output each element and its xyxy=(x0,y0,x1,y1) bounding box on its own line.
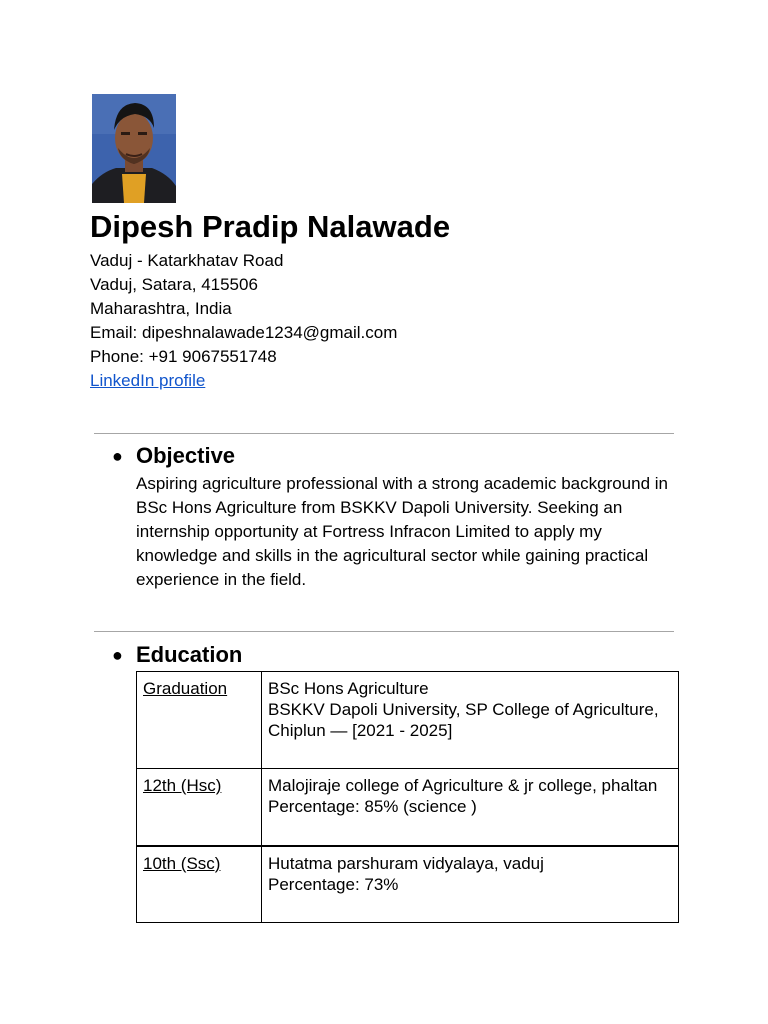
address-line-1: Vaduj - Katarkhatav Road xyxy=(90,251,284,270)
education-level-cell xyxy=(137,846,262,923)
objective-text: Aspiring agriculture professional with a strong academic background in BSc Hons Agriculture from BSKKV Dapoli University. Seeking an internship opportunity at Fortress Infracon Limited to apply my knowledge and skills in the agricultural sector while gaining practical experience in the field. xyxy=(136,474,669,589)
education-level: 10th (Ssc) xyxy=(143,854,221,873)
profile-photo xyxy=(92,94,176,203)
education-heading-label: Education xyxy=(136,642,243,667)
address-line-2: Vaduj, Satara, 415506 xyxy=(90,275,258,294)
education-detail-line: Percentage: 73% xyxy=(268,875,399,894)
linkedin-link[interactable]: LinkedIn profile xyxy=(90,371,206,390)
table-row xyxy=(137,846,679,923)
email-line: Email: dipeshnalawade1234@gmail.com xyxy=(90,323,398,342)
education-detail-line: Percentage: 85% (science ) xyxy=(268,797,477,816)
education-details-cell xyxy=(262,672,679,769)
education-heading xyxy=(112,640,242,670)
education-detail-line: Hutatma parshuram vidyalaya, vaduj xyxy=(268,854,544,873)
objective-heading xyxy=(112,441,235,471)
section-divider xyxy=(94,433,674,434)
table-row xyxy=(137,769,679,847)
education-level-cell xyxy=(137,672,262,769)
education-details-cell xyxy=(262,846,679,923)
education-level: 12th (Hsc) xyxy=(143,776,222,795)
education-table xyxy=(136,671,679,923)
section-divider xyxy=(94,631,674,632)
education-level-cell xyxy=(137,769,262,847)
bullet-icon: ● xyxy=(112,645,123,665)
bullet-icon: ● xyxy=(112,446,123,466)
address-line-3: Maharashtra, India xyxy=(90,299,232,318)
contact-block xyxy=(90,249,397,393)
education-detail-line: BSKKV Dapoli University, SP College of Agriculture, Chiplun — [2021 - 2025] xyxy=(268,700,659,740)
table-row xyxy=(137,672,679,769)
education-level: Graduation xyxy=(143,679,228,698)
education-details-cell xyxy=(262,769,679,847)
candidate-name: Dipesh Pradip Nalawade xyxy=(90,209,451,244)
education-detail-line: BSc Hons Agriculture xyxy=(268,679,429,698)
phone-line: Phone: +91 9067551748 xyxy=(90,347,277,366)
objective-heading-label: Objective xyxy=(136,443,236,468)
profile-photo-graphic xyxy=(92,94,176,203)
education-detail-line: Malojiraje college of Agriculture & jr college, phaltan xyxy=(268,776,658,795)
